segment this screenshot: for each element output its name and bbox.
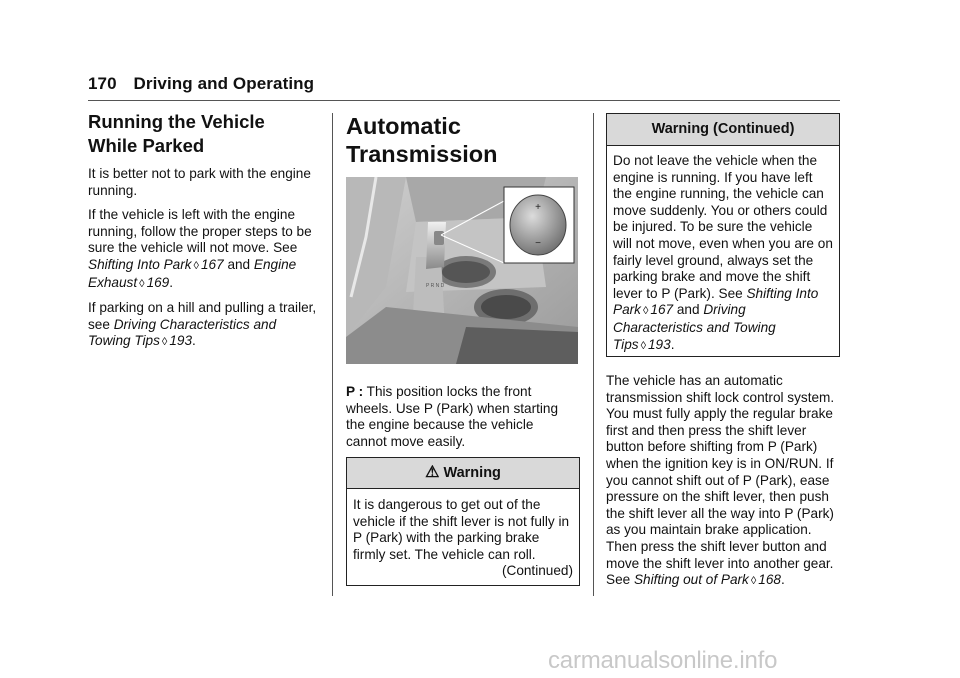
column-divider-right xyxy=(593,113,594,596)
xref-shifting-out-of-park[interactable]: Shifting out of Park xyxy=(633,572,749,588)
xref-engine-exhaust[interactable]: Engine Exhaust xyxy=(88,256,297,290)
page-ref-icon: ◊ xyxy=(193,259,199,272)
park-label: P : xyxy=(346,384,364,399)
page-header xyxy=(88,74,314,94)
left-paragraph-1: It is better not to park with the engine running. xyxy=(88,166,311,198)
warning-title: ⚠ Warning xyxy=(347,458,579,489)
warning-continued-box: Warning (Continued) Do not leave the vehicle when the engine is running. If you have left the engine running, the vehicle can move suddenly. You or others could be injured. To be sure the vehicle will not move, even when you are on fairly level ground, always set the parking brake and move the shift lever to P (Park). See Shifting Into Park ◊ 167 and Driving Characteristics and Towing Tips ◊ 193. xyxy=(606,113,840,357)
page-ref-icon: ◊ xyxy=(640,339,646,352)
left-paragraph-3: If parking on a hill and pulling a trailer, see Driving Characteristics and Towing Tips ◊ 193. xyxy=(88,300,317,349)
warning-continued-title: Warning (Continued) xyxy=(607,114,839,146)
shift-lever-photo xyxy=(346,177,578,364)
warning-box xyxy=(346,457,580,586)
svg-text:P R N D: P R N D xyxy=(426,283,445,289)
section-title: Driving and Operating xyxy=(133,74,315,93)
page-ref-icon: ◊ xyxy=(642,305,649,318)
page-ref-icon: ◊ xyxy=(139,277,145,290)
section-heading-automatic-transmission: Automatic Transmission xyxy=(346,113,498,167)
park-description xyxy=(346,384,578,458)
xref-shifting-into-park[interactable]: Shifting Into Park xyxy=(88,256,192,272)
xref-driving-characteristics[interactable]: Driving Characteristics and Towing Tips xyxy=(88,316,277,349)
section-heading-running: Running the Vehicle While Parked xyxy=(88,111,265,156)
inset-plus-label: + xyxy=(535,202,541,213)
header-rule xyxy=(88,100,840,101)
shift-lock-paragraph: The vehicle has an automatic transmission shift lock control system. You must fully apply the regular brake first and then press the shift lever button before shifting from P (Park) when the ignition key is in ON/RUN. If you cannot shift out of P (Park), ease pressure on the shift lever, then push the shift lever all the way into P (Park) as you maintain brake application. Then press the shift lever button and move the shift lever into another gear. See Shifting out of Park ◊ 168. xyxy=(606,373,835,588)
inset-minus-label: − xyxy=(535,238,541,249)
left-column xyxy=(88,110,320,359)
page-number: 170 xyxy=(88,74,117,93)
warning-body: It is dangerous to get out of the vehicle if the shift lever is not fully in P (Park) with the parking brake firmly set. The vehicle can roll. xyxy=(353,497,570,562)
park-text: This position locks the front wheels. Use P (Park) when starting the engine because the vehicle cannot move easily. xyxy=(346,384,559,449)
middle-column-heading xyxy=(346,112,580,168)
warning-continued: (Continued) xyxy=(501,563,573,579)
watermark: carmanualsonline.info xyxy=(548,647,778,674)
page-ref-icon: ◊ xyxy=(161,336,168,349)
page-ref-icon: ◊ xyxy=(750,575,757,588)
column-divider-left xyxy=(332,113,333,596)
xref-driving-characteristics[interactable]: Driving Characteristics and Towing Tips xyxy=(613,302,776,352)
xref-shifting-into-park[interactable]: Shifting Into Park xyxy=(613,285,819,318)
warning-continued-body: Do not leave the vehicle when the engine is running. If you have left the engine running, the vehicle can move suddenly. You or others could be injured. To be sure the vehicle will not move, even when you are on fairly level ground, always set the parking brake and move the shift lever to P (Park). See xyxy=(613,153,833,301)
left-paragraph-2: If the vehicle is left with the engine running, follow the proper steps to be sure the vehicle will not move. See Shifting Into Park ◊ 167 and Engine Exhaust ◊ 169. xyxy=(88,207,312,290)
warning-icon: ⚠ xyxy=(425,464,440,481)
